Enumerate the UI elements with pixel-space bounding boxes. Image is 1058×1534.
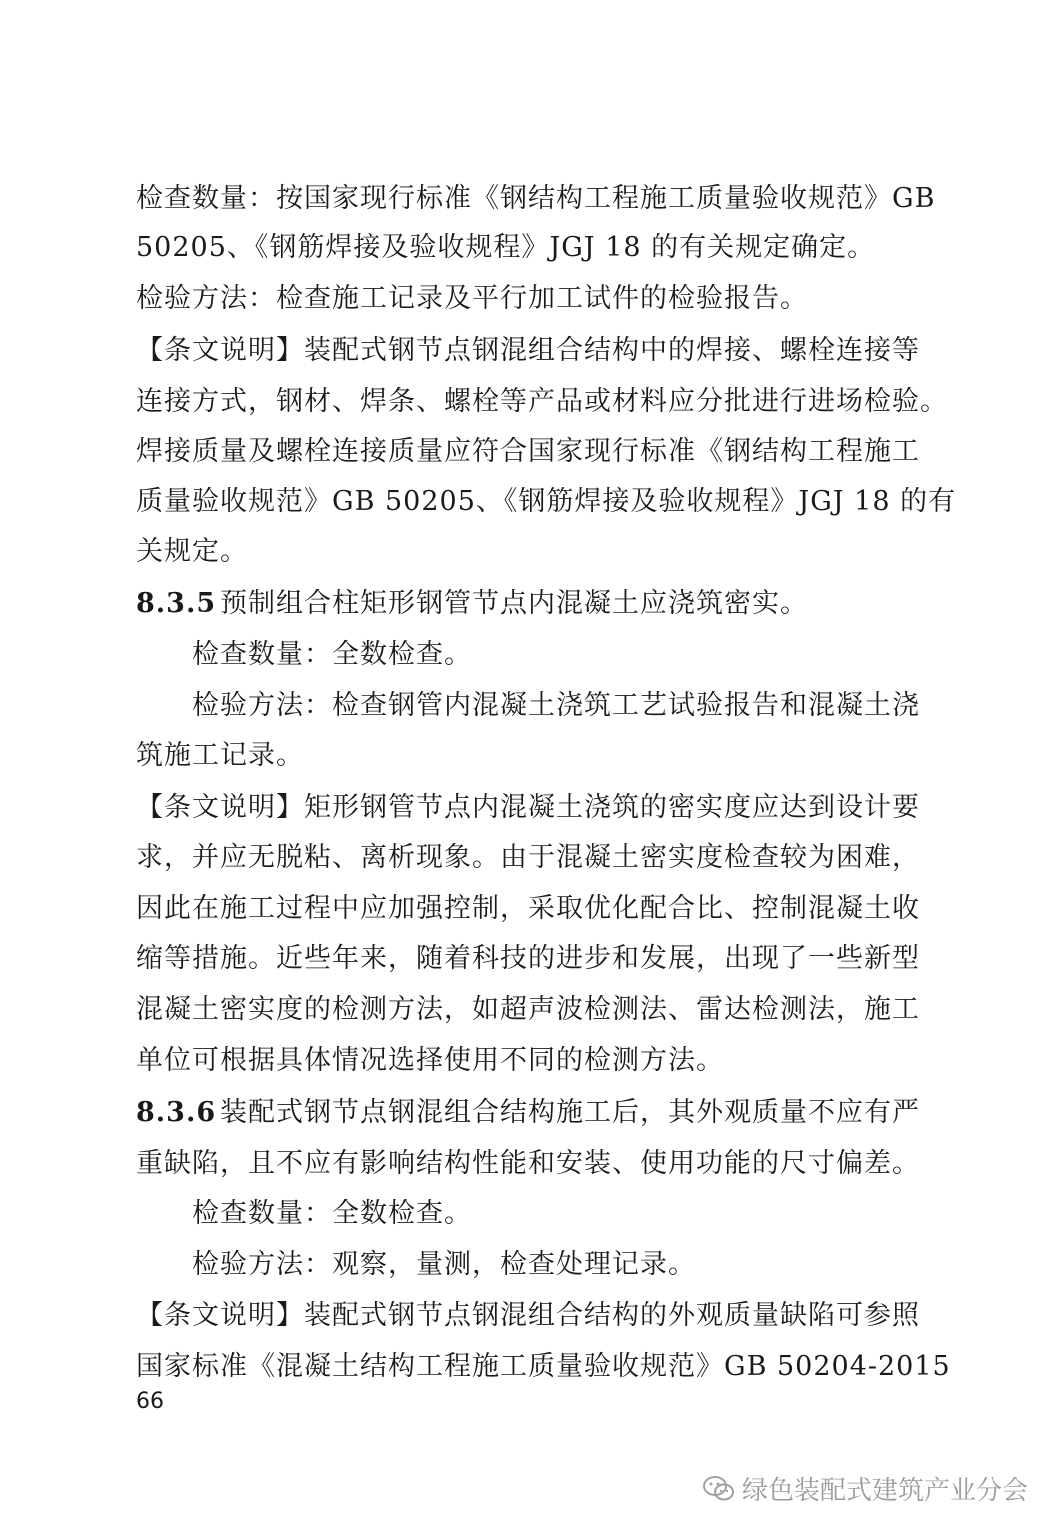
paragraph-line: 50205、《钢筋焊接及验收规程》JGJ 18 的有关规定确定。 [136, 232, 876, 263]
paragraph-line: 【条文说明】装配式钢节点钢混组合结构中的焊接、螺栓连接等 [136, 335, 920, 366]
paragraph-line: 关规定。 [136, 536, 248, 567]
clause-text-cont: 重缺陷，且不应有影响结构性能和安装、使用功能的尺寸偏差。 [136, 1148, 920, 1179]
inspection-method: 检验方法：观察，量测，检查处理记录。 [192, 1249, 696, 1280]
paragraph-line: 焊接质量及螺栓连接质量应符合国家现行标准《钢结构工程施工 [136, 436, 920, 467]
clause-note-line: 【条文说明】矩形钢管节点内混凝土浇筑的密实度应达到设计要 [136, 792, 920, 823]
page-number: 66 [136, 1389, 164, 1414]
paragraph-line: 质量验收规范》GB 50205、《钢筋焊接及验收规程》JGJ 18 的有 [136, 486, 957, 517]
watermark [702, 1470, 1028, 1507]
clause-note-line: 国家标准《混凝土结构工程施工质量验收规范》GB 50204-2015 [136, 1351, 951, 1382]
clause-number: 8.3.5 [136, 588, 217, 619]
wechat-icon [702, 1474, 736, 1504]
paragraph-line: 连接方式，钢材、焊条、螺栓等产品或材料应分批进行进场检验。 [136, 386, 948, 417]
clause-note-line: 混凝土密实度的检测方法，如超声波检测法、雷达检测法，施工 [136, 994, 920, 1025]
paragraph-line: 检查数量：按国家现行标准《钢结构工程施工质量验收规范》GB [136, 183, 936, 214]
clause-note-line: 单位可根据具体情况选择使用不同的检测方法。 [136, 1045, 724, 1076]
watermark-text: 绿色装配式建筑产业分会 [742, 1476, 1029, 1506]
clause-8-3-5 [136, 586, 926, 622]
clause-number: 8.3.6 [136, 1097, 217, 1128]
inspection-method-cont: 筑施工记录。 [136, 740, 304, 771]
paragraph-line: 检验方法：检查施工记录及平行加工试件的检验报告。 [136, 283, 808, 314]
clause-note-line: 【条文说明】装配式钢节点钢混组合结构的外观质量缺陷可参照 [136, 1300, 920, 1331]
clause-note-line: 因此在施工过程中应加强控制，采取优化配合比、控制混凝土收 [136, 893, 920, 924]
inspection-method: 检验方法：检查钢管内混凝土浇筑工艺试验报告和混凝土浇 [192, 690, 920, 721]
clause-text: 装配式钢节点钢混组合结构施工后，其外观质量不应有严 [220, 1097, 920, 1128]
clause-note-line: 缩等措施。近些年来，随着科技的进步和发展，出现了一些新型 [136, 943, 920, 974]
clause-note-line: 求，并应无脱粘、离析现象。由于混凝土密实度检查较为困难， [136, 842, 920, 873]
clause-text: 预制组合柱矩形钢管节点内混凝土应浇筑密实。 [220, 588, 808, 619]
inspection-quantity: 检查数量：全数检查。 [192, 1198, 472, 1229]
inspection-quantity: 检查数量：全数检查。 [192, 639, 472, 670]
clause-8-3-6 [136, 1095, 926, 1131]
